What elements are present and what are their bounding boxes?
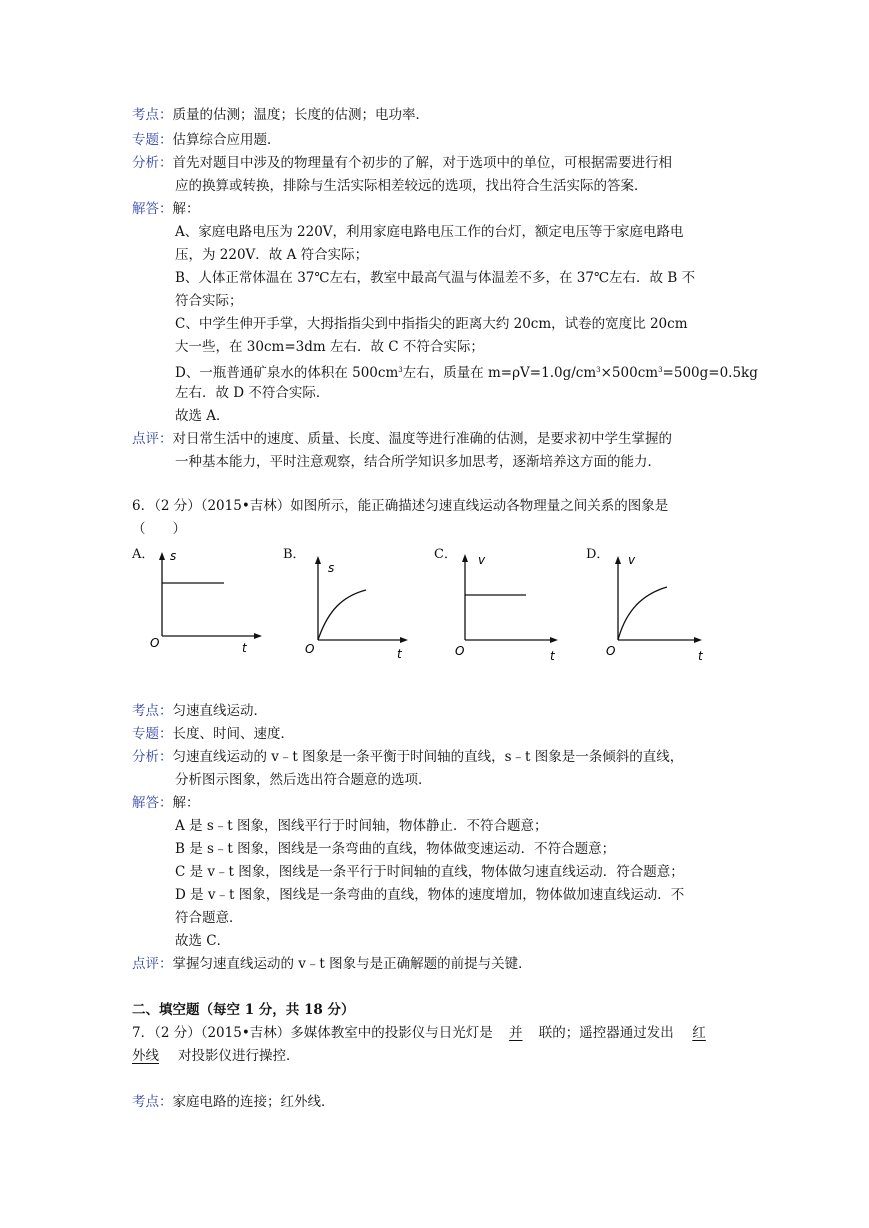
q6-stem-line2: （ ）	[132, 521, 186, 537]
q5-dianping	[132, 429, 672, 449]
x-axis-label: t	[397, 647, 402, 661]
x-axis-label: t	[698, 649, 703, 663]
graph-b-svg	[298, 552, 413, 664]
x-axis-arrow	[694, 637, 702, 643]
graph-b	[298, 552, 413, 664]
q5-option-d-line1	[175, 360, 758, 383]
x-axis-arrow	[400, 637, 408, 643]
d1-part-b: 左右，质量在 m=ρV=1.0g/cm	[402, 365, 597, 381]
option-b-label: B．	[283, 547, 306, 562]
zhuanti-label: 专题：	[132, 132, 173, 148]
answer-blank-2-cont: 外线	[132, 1048, 159, 1064]
q6-option-a: A 是 s﹣t 图象，图线平行于时间轴，物体静止．不符合题意；	[175, 818, 548, 834]
jieda-label: 解答：	[132, 795, 173, 811]
q7-kaodian	[132, 1092, 335, 1112]
q6-option-d-line2: 符合题意．	[175, 910, 243, 926]
kaodian-text: 匀速直线运动．	[172, 703, 267, 719]
jieda-text: 解：	[172, 201, 200, 217]
q5-answer: 故选 A．	[175, 408, 230, 424]
q7-stem-part-a: 7．（2 分）（2015•吉林）多媒体教室中的投影仪与日光灯是	[132, 1025, 493, 1041]
q7-stem-line2	[132, 1046, 300, 1066]
fenxi-label: 分析：	[132, 749, 173, 765]
origin-label: O	[606, 644, 616, 658]
dianping-text: 掌握匀速直线运动的 v﹣t 图象与是正确解题的前提与关键．	[172, 956, 532, 972]
x-axis-arrow	[550, 637, 558, 643]
q6-zhuanti	[132, 724, 294, 744]
y-axis-arrow	[159, 552, 165, 560]
x-axis-label: t	[242, 641, 247, 655]
q5-fenxi	[132, 153, 672, 173]
d1-part-a: D、一瓶普通矿泉水的体积在 500cm	[175, 365, 399, 381]
kaodian-text: 家庭电路的连接；红外线．	[172, 1094, 335, 1110]
d1-part-c: ×500cm	[600, 365, 659, 381]
option-d-label: D．	[586, 547, 610, 562]
q5-jieda	[132, 199, 200, 219]
q6-kaodian	[132, 701, 267, 721]
jieda-label: 解答：	[132, 201, 173, 217]
q5-option-b-line1: B、人体正常体温在 37℃左右，教室中最高气温与体温差不多，在 37℃左右．故 B 不	[175, 270, 696, 286]
zhuanti-label: 专题：	[132, 726, 173, 742]
graph-c	[444, 550, 569, 662]
y-axis-label: s	[170, 549, 177, 563]
kaodian-label: 考点：	[132, 1094, 173, 1110]
y-axis-arrow	[462, 554, 468, 562]
dianping-label: 点评：	[132, 431, 173, 447]
y-axis-label: v	[628, 553, 636, 567]
graph-a-svg	[140, 550, 270, 660]
q5-option-d-line2: 左右．故 D 不符合实际．	[175, 385, 330, 401]
q6-option-c: C 是 v﹣t 图象，图线是一条平行于时间轴的直线，物体做匀速直线运动．符合题意；	[175, 864, 684, 880]
origin-label: O	[305, 642, 315, 656]
graph-a	[140, 550, 270, 660]
graph-c-svg	[444, 550, 569, 662]
x-axis-arrow	[254, 633, 262, 639]
q6-option-d-line1: D 是 v﹣t 图象，图线是一条弯曲的直线，物体的速度增加，物体做加速直线运动．不	[175, 887, 685, 903]
y-axis-arrow	[615, 556, 621, 564]
q5-dianping-line2: 一种基本能力，平时注意观察，结合所学知识多加思考，逐渐培养这方面的能力．	[175, 454, 661, 470]
y-axis-arrow	[315, 556, 321, 564]
kaodian-text: 质量的估测；温度；长度的估测；电功率．	[172, 107, 429, 123]
sup-3: 3	[398, 366, 403, 374]
y-axis-label: s	[328, 561, 335, 575]
q5-option-c-line1: C、中学生伸开手掌，大拇指指尖到中指指尖的距离大约 20cm，试卷的宽度比 20cm	[175, 316, 688, 332]
kaodian-label: 考点：	[132, 107, 173, 123]
kaodian-label: 考点：	[132, 703, 173, 719]
option-c-label: C．	[434, 547, 457, 562]
x-axis-label: t	[550, 649, 555, 663]
q6-dianping	[132, 954, 532, 974]
answer-blank-2: 红	[692, 1025, 706, 1041]
q5-zhuanti	[132, 130, 281, 150]
answer-blank-1: 并	[509, 1025, 523, 1041]
dianping-text: 对日常生活中的速度、质量、长度、温度等进行准确的估测，是要求初中学生掌握的	[172, 431, 672, 447]
curve-line	[318, 590, 366, 640]
q7-stem-part-c: 对投影仪进行操控．	[178, 1048, 300, 1064]
zhuanti-text: 长度、时间、速度．	[172, 726, 294, 742]
fenxi-label: 分析：	[132, 155, 173, 171]
jieda-text: 解：	[172, 795, 200, 811]
sup-3: 3	[658, 366, 663, 374]
fenxi-text: 首先对题目中涉及的物理量有个初步的了解，对于选项中的单位，可根据需要进行相	[172, 155, 672, 171]
q6-stem: 6．（2 分）（2015•吉林）如图所示，能正确描述匀速直线运动各物理量之间关系的图象是	[132, 498, 669, 514]
dianping-label: 点评：	[132, 956, 173, 972]
d1-part-d: =500g=0.5kg	[662, 365, 758, 381]
q5-option-c-line2: 大一些，在 30cm=3dm 左右．故 C 不符合实际；	[175, 339, 484, 355]
q7-stem-part-b: 联的；遥控器通过发出	[538, 1025, 674, 1041]
zhuanti-text: 估算综合应用题．	[172, 132, 281, 148]
sup-3: 3	[596, 366, 601, 374]
q5-fenxi-line2: 应的换算或转换，排除与生活实际相差较远的选项，找出符合生活实际的答案．	[175, 178, 648, 194]
q6-option-b: B 是 s﹣t 图象，图线是一条弯曲的直线，物体做变速运动．不符合题意；	[175, 841, 616, 857]
origin-label: O	[150, 636, 160, 650]
graph-d-svg	[598, 550, 713, 662]
q6-jieda	[132, 793, 200, 813]
fenxi-text: 匀速直线运动的 v﹣t 图象是一条平衡于时间轴的直线，s﹣t 图象是一条倾斜的直线，	[172, 749, 684, 765]
section-heading: 二、填空题（每空 1 分，共 18 分）	[132, 1002, 355, 1018]
y-axis-label: v	[478, 553, 486, 567]
option-a-label: A．	[132, 547, 155, 562]
q6-answer: 故选 C．	[175, 933, 231, 949]
q5-option-b-line2: 符合实际；	[175, 293, 243, 309]
q5-option-a-line1: A、家庭电路电压为 220V，利用家庭电路电压工作的台灯，额定电压等于家庭电路电	[175, 224, 684, 240]
q7-stem	[132, 1023, 706, 1043]
origin-label: O	[455, 644, 465, 658]
q6-fenxi	[132, 747, 683, 767]
q5-kaodian	[132, 105, 429, 125]
curve-line	[618, 587, 667, 640]
graph-d	[598, 550, 713, 662]
q5-option-a-line2: 压，为 220V．故 A 符合实际；	[175, 247, 369, 263]
q6-fenxi-line2: 分析图示图象，然后选出符合题意的选项．	[175, 772, 432, 788]
